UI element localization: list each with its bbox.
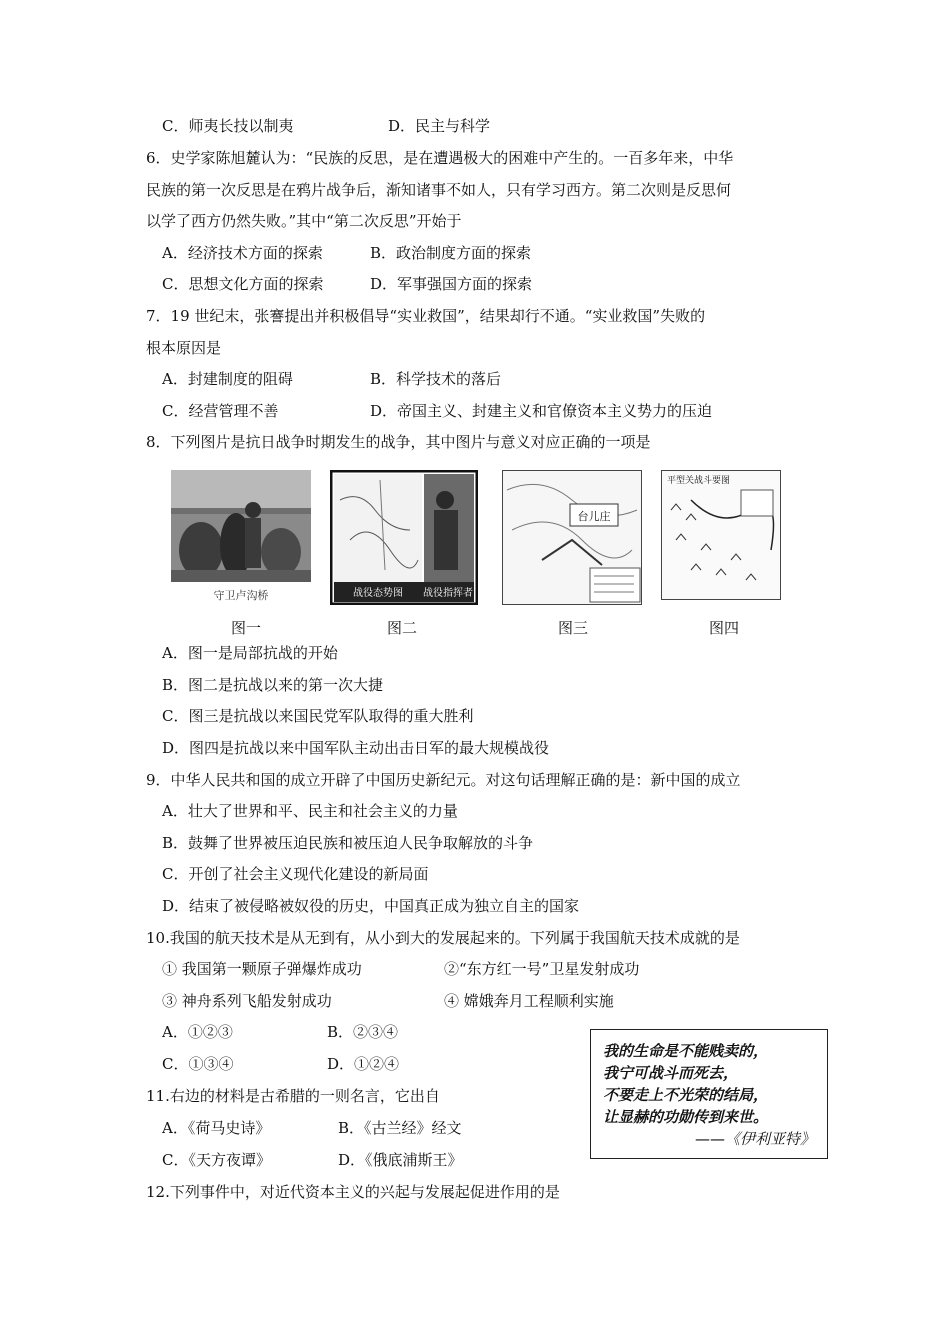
q11-option-a: A．《荷马史诗》 <box>162 1119 271 1137</box>
q8-stem: 8．下列图片是抗日战争时期发生的战争，其中图片与意义对应正确的一项是 <box>146 433 651 451</box>
q9-option-d: D．结束了被侵略被奴役的历史，中国真正成为独立自主的国家 <box>162 897 580 915</box>
q6-stem-line3: 以学了西方仍然失败。”其中“第二次反思”开始于 <box>146 212 462 230</box>
figure-3-title: 图三 <box>558 619 589 637</box>
q7-option-c: C．经营管理不善 <box>162 402 279 420</box>
q11-option-d: D．《俄底浦斯王》 <box>338 1151 463 1169</box>
figure-1-photo <box>171 470 311 605</box>
q7-option-d: D．帝国主义、封建主义和官僚资本主义势力的压迫 <box>370 402 713 420</box>
q10-item-4: ④ 嫦娥奔月工程顺利实施 <box>444 992 614 1010</box>
q10-option-d: D．①②④ <box>327 1055 400 1073</box>
q5-option-c: C．师夷长技以制夷 <box>162 117 294 135</box>
q11-option-b: B．《古兰经》经文 <box>338 1119 462 1137</box>
q8-option-c: C．图三是抗战以来国民党军队取得的重大胜利 <box>162 707 474 725</box>
q6-stem-line2: 民族的第一次反思是在鸦片战争后，渐知诸事不如人，只有学习西方。第二次则是反思何 <box>146 181 732 199</box>
figure-2-label-left: 战役态势图 <box>353 588 403 599</box>
q8-option-b: B．图二是抗战以来的第一次大捷 <box>162 676 384 694</box>
quote-line-1: 我的生命是不能贱卖的， <box>603 1042 769 1060</box>
q9-option-b: B．鼓舞了世界被压迫民族和被压迫人民争取解放的斗争 <box>162 834 534 852</box>
figure-2-image <box>330 470 478 605</box>
q11-stem: 11.右边的材料是古希腊的一则名言，它出自 <box>146 1087 440 1105</box>
figure-4-map <box>661 470 781 605</box>
figure-2-title: 图二 <box>387 619 418 637</box>
q6-option-c: C．思想文化方面的探索 <box>162 275 324 293</box>
figure-2-label-right: 战役指挥者 <box>423 588 473 599</box>
quote-box <box>590 1029 828 1159</box>
q6-option-a: A．经济技术方面的探索 <box>162 244 323 262</box>
figure-1-title: 图一 <box>231 619 262 637</box>
q9-option-a: A．壮大了世界和平、民主和社会主义的力量 <box>162 802 458 820</box>
q7-option-a: A．封建制度的阻碍 <box>162 370 293 388</box>
figure-3 <box>502 470 642 605</box>
q10-option-a: A．①②③ <box>162 1023 233 1041</box>
quote-line-3: 不要走上不光荣的结局， <box>603 1086 769 1104</box>
figure-1-caption: 守卫卢沟桥 <box>213 589 269 602</box>
figure-1 <box>171 470 311 605</box>
q10-item-2: ②“东方红一号”卫星发射成功 <box>444 960 640 978</box>
q10-stem: 10.我国的航天技术是从无到有，从小到大的发展起来的。下列属于我国航天技术成就的是 <box>146 929 740 947</box>
quote-line-2: 我宁可战斗而死去， <box>603 1064 739 1082</box>
q12-stem: 12.下列事件中，对近代资本主义的兴起与发展起促进作用的是 <box>146 1183 560 1201</box>
figure-4-title: 图四 <box>709 619 740 637</box>
q9-option-c: C．开创了社会主义现代化建设的新局面 <box>162 865 429 883</box>
figure-4-title: 平型关战斗要图 <box>667 476 731 486</box>
figure-3-label: 台儿庄 <box>577 510 611 523</box>
figure-2 <box>330 470 478 605</box>
q5-option-d: D．民主与科学 <box>388 117 491 135</box>
quote-source: ——《伊利亚特》 <box>694 1130 815 1148</box>
q10-option-c: C．①③④ <box>162 1055 234 1073</box>
quote-line-4: 让显赫的功勋传到来世。 <box>603 1108 769 1126</box>
q7-option-b: B．科学技术的落后 <box>370 370 502 388</box>
q10-option-b: B．②③④ <box>327 1023 399 1041</box>
q7-stem-line2: 根本原因是 <box>146 339 222 357</box>
q10-item-3: ③ 神舟系列飞船发射成功 <box>162 992 332 1010</box>
q6-stem-line1: 6．史学家陈旭麓认为：“民族的反思，是在遭遇极大的困难中产生的。一百多年来，中华 <box>146 149 734 167</box>
q10-item-1: ① 我国第一颗原子弹爆炸成功 <box>162 960 362 978</box>
q11-option-c: C．《天方夜谭》 <box>162 1151 271 1169</box>
figure-4 <box>661 470 781 605</box>
q7-stem-line1: 7．19 世纪末，张謇提出并积极倡导“实业救国”，结果却行不通。“实业救国”失败的 <box>146 307 706 325</box>
figure-3-map <box>502 470 642 605</box>
q6-option-d: D．军事强国方面的探索 <box>370 275 533 293</box>
q9-stem: 9．中华人民共和国的成立开辟了中国历史新纪元。对这句话理解正确的是：新中国的成立 <box>146 771 741 789</box>
q8-option-d: D．图四是抗战以来中国军队主动出击日军的最大规模战役 <box>162 739 550 757</box>
q8-option-a: A．图一是局部抗战的开始 <box>162 644 338 662</box>
q6-option-b: B．政治制度方面的探索 <box>370 244 532 262</box>
